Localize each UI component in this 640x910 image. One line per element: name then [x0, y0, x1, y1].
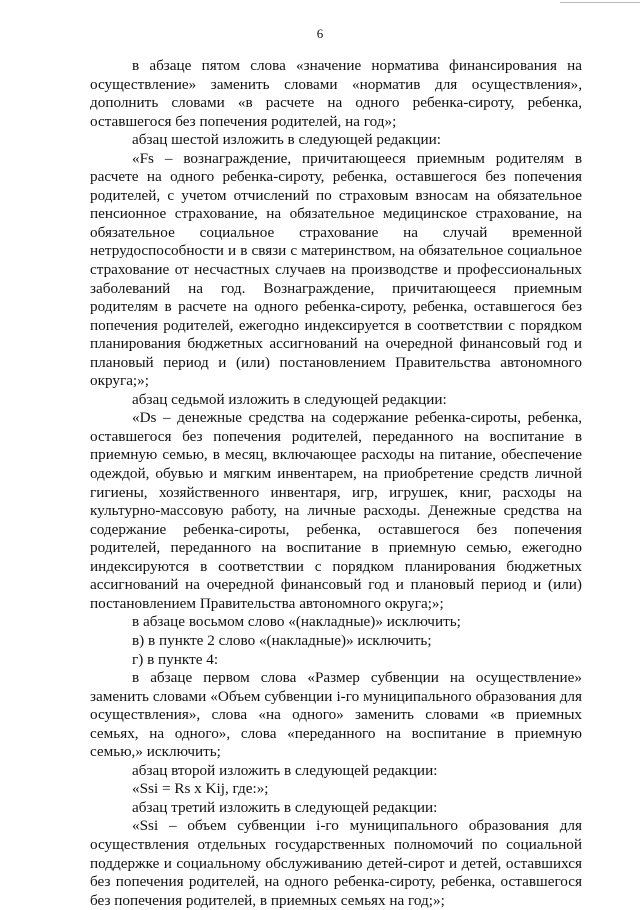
paragraph-3: «Fs – вознаграждение, причитающееся приемным родителям в расчете на одного ребенка-сироту, ребенка, оставшегося без попечения родителей, с учетом отчислений по страховым взносам на обязательное пенсионное страхование, на обязательное медицинское страхование, на обязательное социальное страхование на случай временной нетрудоспособности и в связи с материнством, на обязательное социальное страхование от несчастных случаев на производстве и профессиональных заболеваний на год. Вознаграждение, причитающееся приемным родителям в расчете на одного ребенка-сироту, ребенка, оставшегося без попечения родителей, ежегодно индексируется в соответствии с порядком планирования бюджетных ассигнований на очередной финансовый год и плановый период и (или) постановлением Правительства автономного округа;»; [90, 149, 582, 390]
paragraph-13: «Ssi – объем субвенции i-го муниципального образования для осуществления отдельных государственных полномочий по социальной поддержке и социальному обслуживанию детей-сирот и детей, оставшихся без попечения родителей, на одного ребенка-сироту, ребенка, оставшегося без попечения родителей, в приемных семьях на год;»; [90, 817, 582, 909]
document-body [90, 57, 582, 910]
paragraph-1: в абзаце пятом слова «значение норматива финансирования на осуществление» заменить словами «норматив для осуществления», дополнить словами «в расчете на одного ребенка-сироту, ребенка, оставшегося без попечения родителей, на год»; [90, 57, 582, 130]
paragraph-5: «Ds – денежные средства на содержание ребенка-сироты, ребенка, оставшегося без попечения родителей, переданного на воспитание в приемную семью, в месяц, включающее расходы на питание, обеспечение одеждой, обувью и мягким инвентарем, на приобретение средств личной гигиены, хозяйственного инвентаря, игр, игрушек, книг, расходы на культурно-массовую работу, на личные расходы. Денежные средства на содержание ребенка-сироты, ребенка, оставшегося без попечения родителей, переданного на воспитание в приемную семью, ежегодно индексируются в соответствии с порядком планирования бюджетных ассигнований на очередной финансовый год и плановый период и (или) постановлением Правительства автономного округа;»; [90, 409, 582, 612]
paragraph-8: г) в пункте 4: [132, 650, 219, 668]
paragraph-9: в абзаце первом слова «Размер субвенции на осуществление» заменить словами «Объем субвенции i-го муниципального образования для осуществления», слова «на одного» заменить словами «в приемных семьях, на одного», слова «переданного на воспитание в приемную семью,» исключить; [90, 669, 582, 761]
paragraph-10: абзац второй изложить в следующей редакции: [132, 761, 438, 779]
paragraph-4: абзац седьмой изложить в следующей редакции: [132, 390, 447, 408]
paragraph-11: «Ssi = Rs x Kij, где:»; [132, 780, 269, 798]
paragraph-2: абзац шестой изложить в следующей редакции: [132, 131, 441, 149]
top-edge-rule [560, 2, 640, 3]
page-number: 6 [316, 26, 324, 41]
paragraph-6: в абзаце восьмом слово «(накладные)» исключить; [132, 613, 461, 631]
paragraph-12: абзац третий изложить в следующей редакции: [132, 798, 438, 816]
paragraph-7: в) в пункте 2 слово «(накладные)» исключить; [132, 631, 432, 649]
